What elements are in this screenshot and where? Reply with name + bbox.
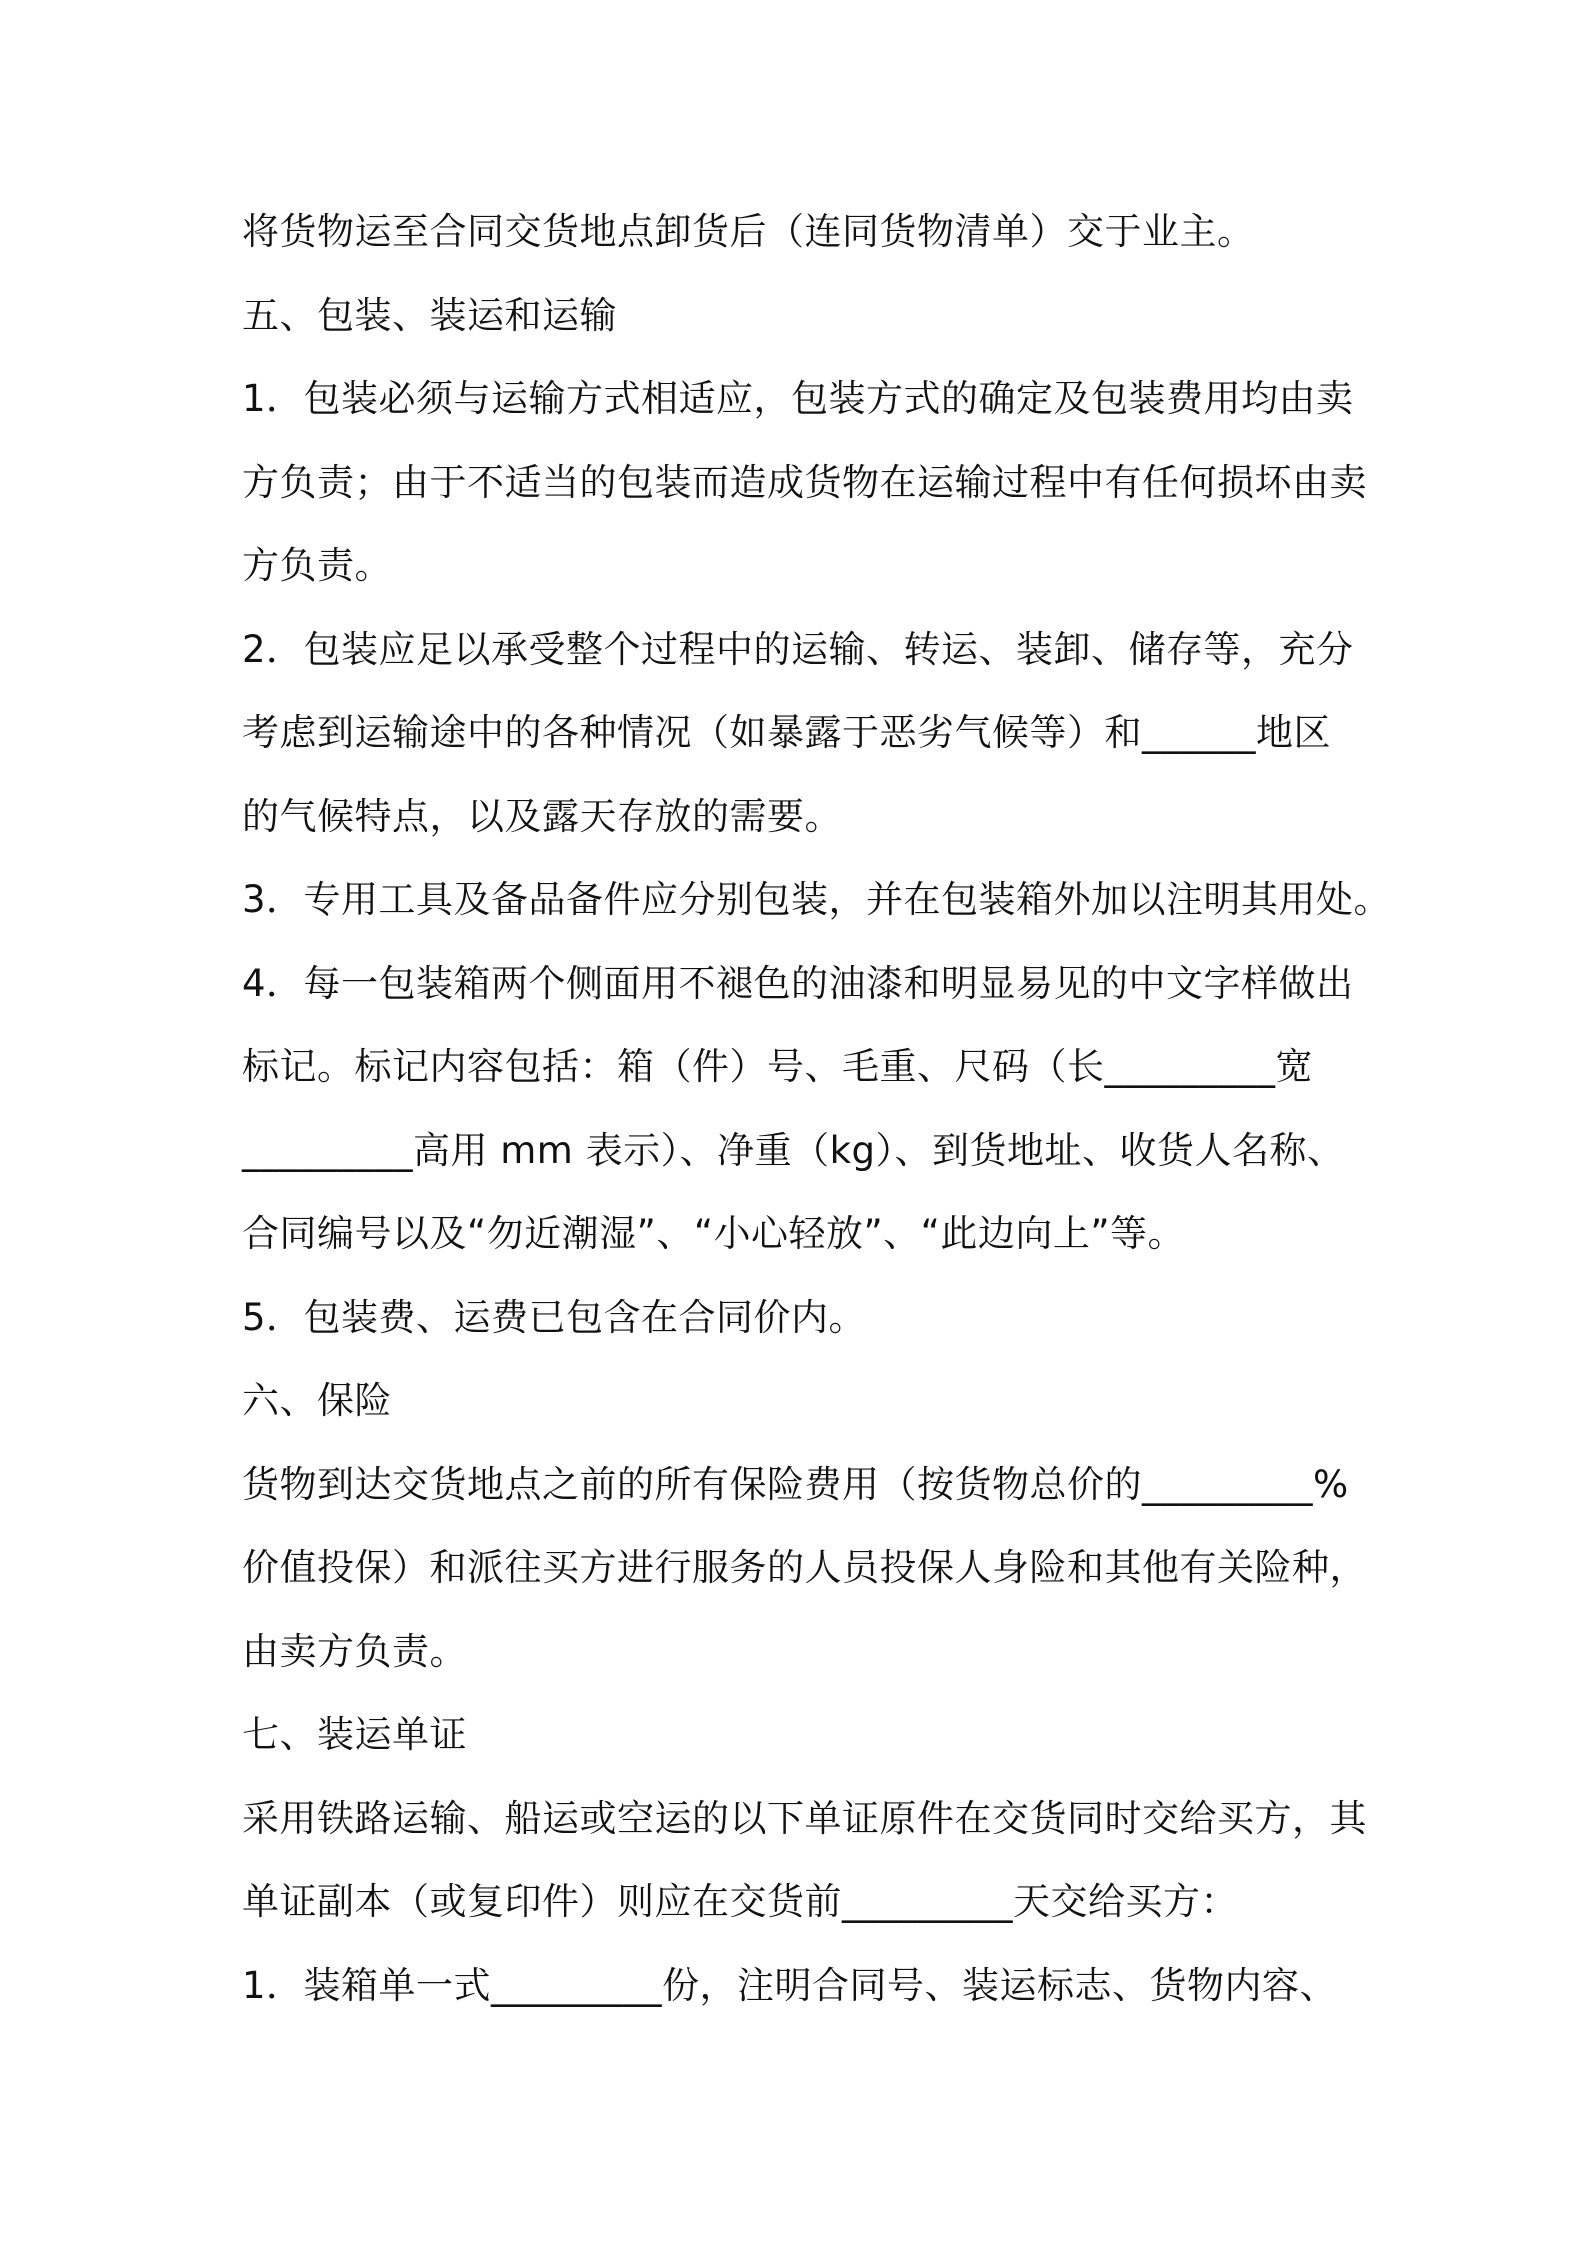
paragraph-line: 1．装箱单一式_________份，注明合同号、装运标志、货物内容、 [242,1963,1338,2007]
section-heading-insurance: 六、保险 [242,1379,392,1422]
paragraph-line: 1．包装必须与运输方式相适应，包装方式的确定及包装费用均由卖 [242,377,1354,420]
section-heading-shipping-documents: 七、装运单证 [242,1713,467,1756]
paragraph-line: 价值投保）和派往买方进行服务的人员投保人身险和其他有关险种， [242,1546,1367,1589]
paragraph-line: 将货物运至合同交货地点卸货后（连同货物清单）交于业主。 [242,210,1255,253]
paragraph-line: 方负责；由于不适当的包装而造成货物在运输过程中有任何损坏由卖 [242,460,1367,504]
paragraph-line: 方负责。 [242,544,392,587]
paragraph-line: _________高用 mm 表示）、净重（kg）、到货地址、收货人名称、 [242,1128,1345,1172]
document-body [242,190,1392,2027]
paragraph-line: 采用铁路运输、船运或空运的以下单证原件在交货同时交给买方，其 [242,1796,1367,1840]
paragraph-line: 合同编号以及“勿近潮湿”、“小心轻放”、“此边向上”等。 [242,1212,1186,1255]
paragraph-line: 标记。标记内容包括：箱（件）号、毛重、尺码（长_________宽 [242,1045,1313,1088]
paragraph-line: 3．专用工具及备品备件应分别包装，并在包装箱外加以注明其用处。 [242,878,1392,921]
paragraph-line: 4．每一包装箱两个侧面用不褪色的油漆和明显易见的中文字样做出 [242,961,1354,1005]
paragraph-line: 2．包装应足以承受整个过程中的运输、转运、装卸、储存等，充分 [242,627,1354,671]
paragraph-line: 5．包装费、运费已包含在合同价内。 [242,1295,867,1339]
paragraph-line: 货物到达交货地点之前的所有保险费用（按货物总价的_________% [242,1462,1349,1506]
paragraph-line: 的气候特点，以及露天存放的需要。 [242,794,842,838]
paragraph-line: 由卖方负责。 [242,1629,467,1673]
paragraph-line: 考虑到运输途中的各种情况（如暴露于恶劣气候等）和______地区 [242,711,1331,754]
paragraph-line: 单证副本（或复印件）则应在交货前_________天交给买方： [242,1880,1238,1923]
section-heading-packaging: 五、包装、装运和运输 [242,293,617,337]
